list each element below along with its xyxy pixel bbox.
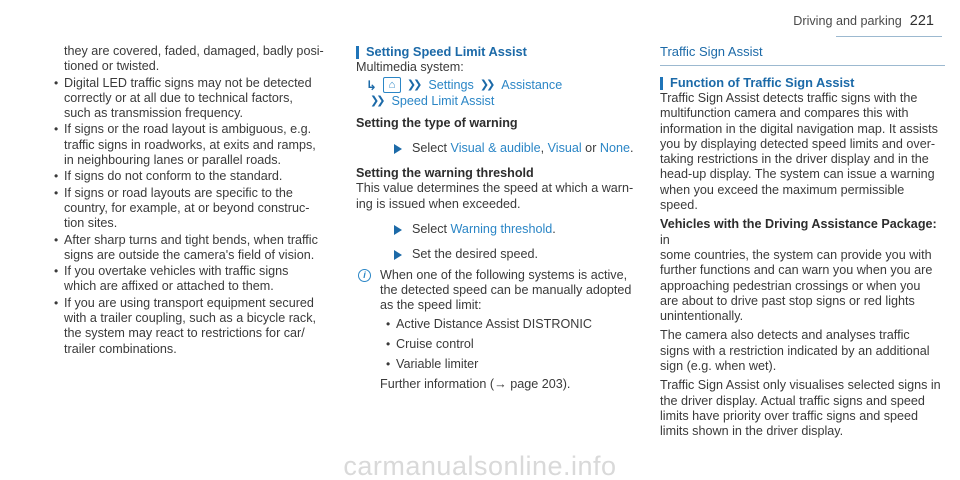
home-icon[interactable]: ⌂ — [383, 77, 401, 93]
bullet-icon: • — [54, 169, 59, 184]
text-fragment: Set the desired speed. — [412, 247, 539, 262]
list-item — [54, 264, 329, 295]
heading-text: Function of Traffic Sign Assist — [670, 75, 855, 90]
option-visual[interactable]: Visual — [547, 140, 582, 155]
heading-text: Setting Speed Limit Assist — [366, 44, 527, 59]
watermark: carmanualsonline.info — [343, 450, 617, 480]
text-line: Digital LED traffic signs may not be detected — [64, 75, 312, 90]
continued-text — [54, 44, 329, 75]
return-arrow-icon: ↳ — [366, 77, 377, 93]
section-heading — [356, 44, 638, 60]
text-line: If you overtake vehicles with traffic signs — [64, 264, 289, 279]
menu-speed-limit-assist-link[interactable]: Speed Limit Assist — [391, 94, 495, 109]
list-item — [386, 337, 638, 352]
text-line: Traffic Sign Assist only visualises selected signs in — [660, 378, 941, 393]
text-line: The camera also detects and analyses traffic — [660, 328, 910, 343]
list-item — [54, 296, 329, 357]
list-item — [54, 233, 329, 264]
option-none[interactable]: None — [599, 140, 630, 155]
page-number: 221 — [909, 13, 934, 29]
text-line: traffic signs in roadworks, at exits and ramps, — [64, 137, 316, 152]
column-middle — [356, 44, 638, 393]
text-line: country, for example, at or beyond construc- — [64, 200, 310, 215]
text-line: they are covered, faded, damaged, badly posi- — [64, 44, 324, 58]
intro-text: Multimedia system: — [356, 60, 464, 74]
text-fragment: . — [552, 222, 556, 237]
chevron-right-icon: ❯❯ — [370, 95, 383, 108]
text-line: sign (e.g. when wet). — [660, 359, 777, 374]
text-line: limits shown in the driver display. — [660, 424, 844, 439]
paragraph-function — [660, 91, 945, 213]
text-line: some countries, the system can provide you with — [660, 247, 932, 262]
menu-path — [356, 77, 638, 93]
text-line: you by displaying detected speed limits and over- — [660, 136, 936, 151]
text-line: are about to drive past stop signs or red lights — [660, 293, 915, 308]
menu-assistance-link[interactable]: Assistance — [501, 77, 563, 92]
text-line: as the speed limit: — [380, 298, 482, 313]
limitations-list — [54, 76, 329, 357]
column-left — [54, 44, 329, 358]
text-line: Traffic Sign Assist detects traffic signs with the — [660, 91, 918, 105]
list-item — [54, 122, 329, 168]
text-line: correctly or at all due to technical factors, — [64, 90, 293, 105]
text-line: such as transmission frequency. — [64, 106, 243, 121]
text-line: head-up display. The system can issue a warning — [660, 167, 935, 182]
text-line: tioned or twisted. — [64, 59, 160, 74]
heading-bar — [356, 46, 359, 59]
step-select-threshold — [356, 222, 638, 237]
page-header — [793, 14, 934, 29]
text-fragment: or — [581, 140, 600, 155]
bullet-icon: • — [54, 122, 59, 137]
step-arrow-icon — [394, 144, 402, 154]
header-rule — [836, 36, 942, 37]
bullet-icon: • — [54, 264, 59, 279]
text-line: If signs or the road layout is ambiguous, e.g. — [64, 122, 312, 137]
bullet-icon: • — [54, 75, 59, 90]
systems-list — [380, 317, 638, 373]
text-fragment: . — [630, 140, 634, 155]
text-line: trailer combinations. — [64, 341, 177, 356]
page-reference-arrow-icon: → — [494, 377, 507, 392]
bullet-icon: • — [386, 336, 391, 351]
note-text — [380, 268, 638, 314]
text-line: ing is issued when exceeded. — [356, 196, 521, 211]
subheading-warning-threshold: Setting the warning threshold — [356, 166, 534, 181]
paragraph-display — [660, 378, 945, 439]
bullet-icon: • — [54, 185, 59, 200]
list-item — [386, 317, 638, 332]
text-line: Active Distance Assist DISTRONIC — [396, 316, 592, 331]
further-information — [380, 377, 638, 392]
chevron-right-icon: ❯❯ — [479, 78, 493, 91]
text-line: If signs or road layouts are specific to the — [64, 185, 293, 200]
section-title: Traffic Sign Assist — [660, 44, 945, 66]
text-line: when you exceed the maximum permissible — [660, 182, 905, 197]
bullet-icon: • — [386, 316, 391, 331]
step-arrow-icon — [394, 250, 402, 260]
text-fragment: Further information ( — [380, 377, 495, 392]
header-section-title: Driving and parking — [793, 14, 902, 28]
text-line: the driver display. Actual traffic signs and speed — [660, 393, 925, 408]
text-line: After sharp turns and tight bends, when traffic — [64, 232, 318, 247]
page-reference-link[interactable]: page 203). — [510, 377, 571, 392]
text-line: multifunction camera and compares this with — [660, 106, 909, 121]
bullet-icon: • — [54, 232, 59, 247]
threshold-description — [356, 181, 638, 212]
text-line: If you are using transport equipment secured — [64, 295, 314, 310]
option-warning-threshold[interactable]: Warning threshold — [450, 222, 553, 237]
menu-settings-link[interactable]: Settings — [428, 77, 474, 92]
step-arrow-icon — [394, 225, 402, 235]
info-icon: i — [358, 269, 371, 282]
text-line: speed. — [660, 198, 698, 213]
list-item — [54, 76, 329, 122]
text-line: which are affixed or attached to them. — [64, 279, 274, 294]
text-line: approaching pedestrian crossings or when you — [660, 278, 921, 293]
text-line: with a trailer coupling, such as a bicycle rack, — [64, 311, 316, 326]
menu-path-continued — [356, 94, 638, 109]
text-line: If signs do not conform to the standard. — [64, 169, 283, 184]
paragraph-package — [660, 217, 945, 324]
text-line: limits have priority over traffic signs and speed — [660, 408, 919, 423]
text-line: information in the digital navigation map. It assists — [660, 121, 938, 136]
bullet-icon: • — [54, 295, 59, 310]
text-fragment: , — [540, 140, 548, 155]
chevron-right-icon: ❯❯ — [406, 78, 420, 91]
step-select-type — [356, 141, 638, 156]
bullet-icon: • — [386, 357, 391, 372]
text-line: Cruise control — [396, 336, 474, 351]
option-visual-audible[interactable]: Visual & audible — [450, 140, 541, 155]
heading-bar — [660, 77, 663, 90]
text-line: signs are outside the camera's field of vision. — [64, 247, 315, 262]
text-line: the system may react to restrictions for car/ — [64, 326, 305, 341]
bold-lead: Vehicles with the Driving Assistance Package: — [660, 217, 937, 232]
text-fragment: in — [660, 232, 670, 247]
text-fragment: Select — [412, 140, 451, 155]
text-line: in neighbouring lanes or parallel roads. — [64, 153, 282, 168]
text-line: unintentionally. — [660, 309, 744, 324]
column-right — [660, 44, 945, 440]
text-line: signs with a restriction indicated by an additional — [660, 343, 930, 358]
info-note — [356, 268, 638, 393]
list-item — [386, 357, 638, 372]
text-line: further functions and can warn you when you are — [660, 263, 933, 278]
text-line: tion sites. — [64, 216, 118, 231]
text-line: taking restrictions in the driver display and in the — [660, 152, 929, 167]
text-line: the detected speed can be manually adopted — [380, 282, 632, 297]
text-fragment: Select — [412, 222, 451, 237]
paragraph-camera — [660, 328, 945, 374]
step-set-speed — [356, 247, 638, 262]
section-heading — [660, 75, 945, 91]
text-line: Variable limiter — [396, 357, 479, 372]
list-item — [54, 169, 329, 184]
list-item — [54, 186, 329, 232]
subheading-warning-type: Setting the type of warning — [356, 115, 518, 130]
text-line: This value determines the speed at which a warn- — [356, 181, 634, 196]
text-line: When one of the following systems is active, — [380, 267, 628, 282]
